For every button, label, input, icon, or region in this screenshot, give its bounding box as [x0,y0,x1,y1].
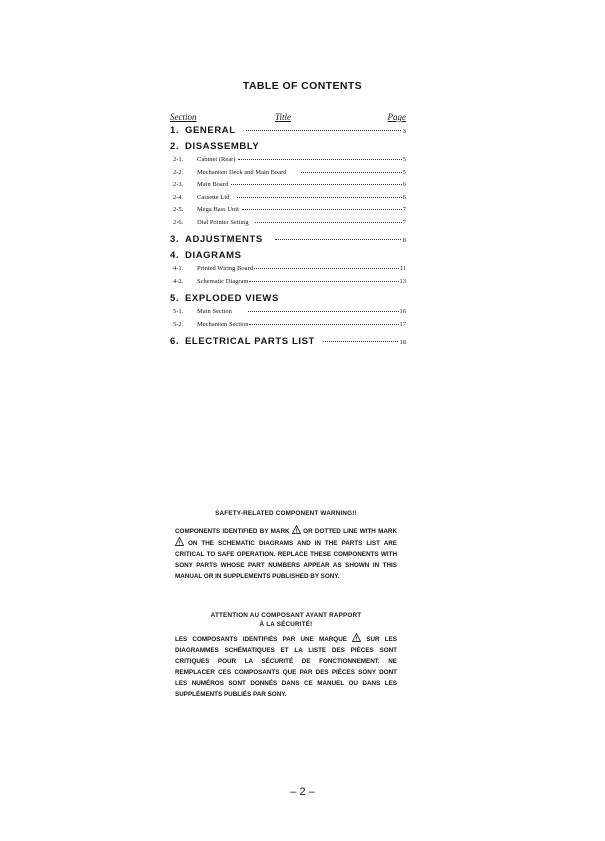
section-number: 2. [170,141,180,152]
dot-leader [248,311,399,312]
column-header-title: Title [275,112,292,122]
warning-title: SAFETY-RELATED COMPONENT WARNING!! [215,510,357,517]
item-number: 2-1. [173,156,184,163]
dot-leader [238,159,401,160]
item-number: 2-6. [173,218,184,226]
section-page: 8 [402,237,406,244]
page-title: TABLE OF CONTENTS [242,80,363,92]
item-number: 2-5. [173,206,184,213]
dot-leader [237,197,401,198]
dot-leader [231,184,402,185]
dot-leader [323,341,398,342]
column-header-section: Section [170,112,197,122]
attention-text [175,633,397,700]
section-number: 3. [170,234,180,245]
page-number: – 2 – [290,786,315,798]
column-header-page: Page [387,112,406,122]
dot-leader [255,222,402,223]
item-page: 7 [402,218,406,226]
item-number: 2-4. [173,193,184,201]
attention-text-part: LES COMPOSANTS IDENTIFIÉS PAR UNE MARQUE [175,636,347,643]
item-label: Main Board [197,181,229,188]
item-page: 5 [402,168,406,176]
safety-mark-icon [292,525,301,534]
toc-item-mechanism-section[interactable] [170,321,406,334]
toc-section-exploded-views[interactable] [170,293,406,308]
svg-text:!: ! [178,540,181,546]
attention-title-line: ATTENTION AU COMPOSANT AYANT RAPPORT [210,612,362,619]
safety-mark-icon [175,537,184,546]
warning-text-part: COMPONENTS IDENTIFIED BY MARK [175,528,290,535]
toc-section-adjustments[interactable] [170,234,406,249]
item-number: 4-1. [173,265,184,272]
item-label: Printed Wiring Board [197,265,253,272]
section-page: 3 [402,128,406,135]
toc-item-dial-pointer-setting[interactable] [170,219,406,232]
safety-mark-icon [352,633,361,642]
svg-text:!: ! [355,636,358,642]
section-label: ELECTRICAL PARTS LIST [185,336,315,347]
section-number: 6. [170,336,180,347]
item-label: Mega Bass Unit [197,206,239,213]
item-label: Mechanism Section [197,320,249,328]
dot-leader [249,324,398,325]
toc-item-printed-wiring-board[interactable] [170,265,406,278]
item-page: 17 [399,320,406,328]
section-label: ADJUSTMENTS [185,234,263,245]
item-label: Dial Pointer Setting [197,218,249,226]
section-page: 18 [399,339,406,346]
item-label: Mechanism Deck and Main Board [197,168,287,176]
table-of-contents [170,112,406,351]
item-page: 13 [399,277,406,285]
item-number: 2-2. [173,168,184,176]
toc-section-electrical-parts-list[interactable] [170,336,406,351]
warning-text [175,525,397,582]
warning-text-part: OR DOTTED LINE WITH MARK [303,528,398,535]
item-label: Cabinet (Rear) [197,156,236,163]
safety-warning [175,510,397,582]
dot-leader [275,239,401,240]
toc-item-cassette-lid[interactable] [170,194,406,207]
attention-title [175,611,397,629]
toc-item-mega-bass-unit[interactable] [170,206,406,219]
item-page: 16 [399,308,406,315]
section-label: DIAGRAMS [185,250,242,261]
dot-leader [301,172,402,173]
item-label: Cassette Lid [197,193,230,201]
column-headers [170,112,406,124]
item-page: 6 [402,181,406,188]
item-number: 2-3. [173,181,184,188]
dot-leader [249,281,398,282]
section-number: 5. [170,293,180,304]
section-label: EXPLODED VIEWS [185,293,279,304]
item-number: 5-2. [173,320,184,328]
item-number: 4-2. [173,277,184,285]
item-page: 5 [402,156,406,163]
item-page: 11 [399,265,406,272]
section-label: GENERAL [185,125,236,136]
section-number: 4. [170,250,180,261]
toc-section-diagrams[interactable] [170,250,406,265]
dot-leader [254,268,399,269]
attention-title-line: À LA SÉCURITÉ! [259,621,313,628]
item-number: 5-1. [173,308,184,315]
section-number: 1. [170,125,180,136]
dot-leader [242,209,402,210]
item-label: Schematic Diagram [197,277,249,285]
toc-item-mechanism-deck[interactable] [170,169,406,182]
item-label: Main Section [197,308,232,315]
item-page: 6 [402,193,406,201]
toc-section-general[interactable] [170,125,406,140]
toc-item-main-board[interactable] [170,181,406,194]
svg-text:!: ! [295,528,298,534]
dot-leader [246,130,401,131]
safety-attention-fr [175,611,397,700]
toc-item-cabinet-rear[interactable] [170,156,406,169]
attention-text-part: SUR LES DIAGRAMMES SCHÉMATIQUES ET LA LISTE DES PIÈCES SONT CRITIQUES POUR LA SÉCURITÉ DE FONCTIONNEMENT. NE REMPLACER CES COMPOSANTS QUE PAR DES PIÈCES SONY DONT LES NUMÉROS SONT DONNÉS DANS CE MANUEL OU DANS LES SUPPLÉMENTS PUBLIÉS PAR SONY. [175,636,398,698]
toc-item-schematic-diagram[interactable] [170,278,406,291]
warning-text-part: ON THE SCHEMATIC DIAGRAMS AND IN THE PARTS LIST ARE CRITICAL TO SAFE OPERATION. REPLACE THESE COMPONENTS WITH SONY PARTS WHOSE PART NUMBERS APPEAR AS SHOWN IN THIS MANUAL OR IN SUPPLEMENTS PUBLISHED BY SONY. [175,540,397,580]
section-label: DISASSEMBLY [185,141,260,152]
toc-section-disassembly[interactable] [170,141,406,156]
toc-item-main-section[interactable] [170,308,406,321]
item-page: 7 [402,206,406,213]
